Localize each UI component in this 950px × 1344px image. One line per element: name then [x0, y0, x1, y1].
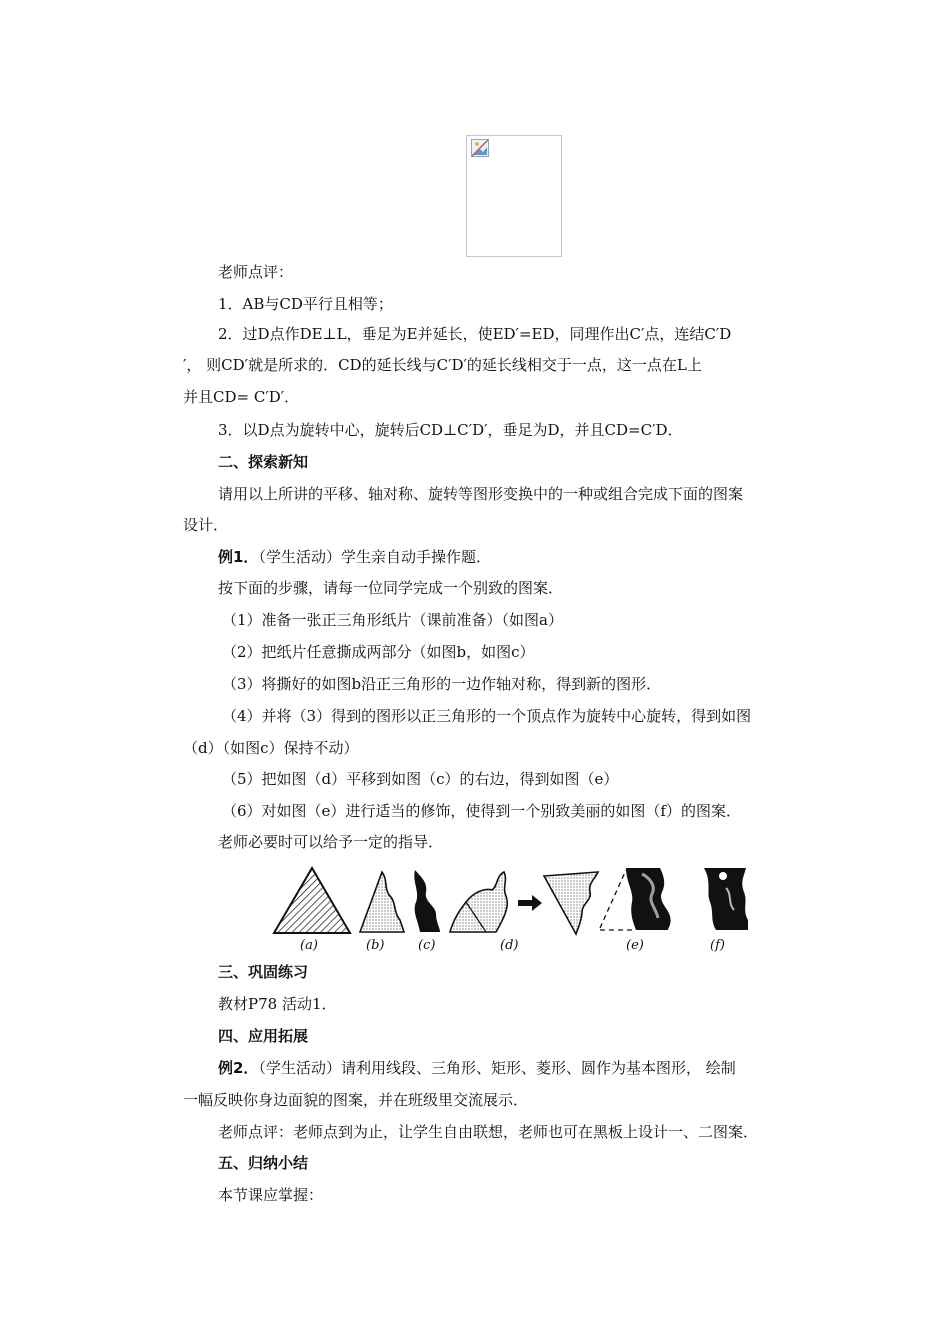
broken-image-icon — [471, 139, 489, 157]
section-2-heading: 二、探索新知 — [218, 453, 309, 471]
caption-e: (e) — [626, 938, 644, 953]
critique-item-2-line-1: 2．过D点作DE⊥L，垂足为E并延长，使ED′=ED，同理作出C′点，连结C′D — [218, 325, 732, 343]
critique-item-2-line-3: 并且CD= C′D′． — [183, 388, 300, 406]
step-4-line-1: （4）并将（3）得到的图形以正三角形的一个顶点作为旋转中心旋转，得到如图 — [222, 707, 752, 725]
summary-intro: 本节课应掌握： — [218, 1186, 324, 1204]
critique-item-2-line-2: ′， 则CD′就是所求的．CD的延长线与C′D′的延长线相交于一点，这一点在L上 — [183, 356, 702, 374]
critique-item-1: 1．AB与CD平行且相等； — [218, 295, 393, 313]
example-1 — [218, 547, 491, 567]
critique-item-3: 3．以D点为旋转中心，旋转后CD⊥C′D′，垂足为D，并且CD=C′D． — [218, 421, 683, 439]
caption-a: (a) — [300, 938, 318, 953]
section-5-heading: 五、归纳小结 — [218, 1154, 309, 1172]
image-placeholder — [466, 135, 562, 257]
step-6: （6）对如图（e）进行适当的修饰，使得到一个别致美丽的如图（f）的图案． — [222, 802, 741, 820]
example-2-line-2: 一幅反映你身边面貌的图案，并在班级里交流展示． — [183, 1091, 529, 1109]
caption-d: (d) — [500, 938, 519, 953]
step-5: （5）把如图（d）平移到如图（c）的右边，得到如图（e） — [222, 770, 619, 788]
figure-d-piece — [450, 872, 507, 932]
figure-c-piece — [414, 870, 440, 932]
steps-intro: 按下面的步骤，请每一位同学完成一个别致的图案． — [218, 579, 564, 597]
caption-f: (f) — [710, 938, 725, 953]
guide-note: 老师必要时可以给予一定的指导． — [218, 833, 444, 851]
section-4-heading: 四、应用拓展 — [218, 1027, 309, 1045]
caption-c: (c) — [418, 938, 436, 953]
intro-line-1: 请用以上所讲的平移、轴对称、旋转等图形变换中的一种或组合完成下面的图案 — [218, 485, 744, 503]
figure-rotated-piece — [544, 872, 598, 934]
critique-2: 老师点评：老师点到为止，让学生自由联想，老师也可在黑板上设计一、二图案． — [218, 1123, 759, 1141]
right-arrow-icon — [518, 895, 542, 911]
figure-b-piece — [360, 872, 404, 932]
textbook-ref: 教材P78 活动1． — [218, 995, 337, 1013]
paper-tearing-figure — [270, 862, 760, 957]
example-1-text: （学生活动）学生亲自动手操作题． — [258, 548, 491, 566]
example-1-label: 例1． — [218, 548, 259, 566]
section-3-heading: 三、巩固练习 — [218, 963, 309, 981]
intro-line-2: 设计． — [183, 516, 229, 534]
critique-heading: 老师点评： — [218, 263, 294, 281]
example-2 — [218, 1058, 736, 1078]
step-4-line-2: （d）（如图c）保持不动） — [183, 739, 359, 757]
example-2-label: 例2． — [218, 1059, 259, 1077]
step-3: （3）将撕好的如图b沿正三角形的一边作轴对称，得到新的图形． — [222, 675, 662, 693]
step-2: （2）把纸片任意撕成两部分（如图b，如图c） — [222, 643, 535, 661]
caption-b: (b) — [366, 938, 385, 953]
example-2-text: （学生活动）请利用线段、三角形、矩形、菱形、圆作为基本图形， 绘制 — [258, 1059, 736, 1077]
figure-a-triangle — [274, 868, 350, 933]
step-1: （1）准备一张正三角形纸片（课前准备）（如图a） — [222, 611, 563, 629]
